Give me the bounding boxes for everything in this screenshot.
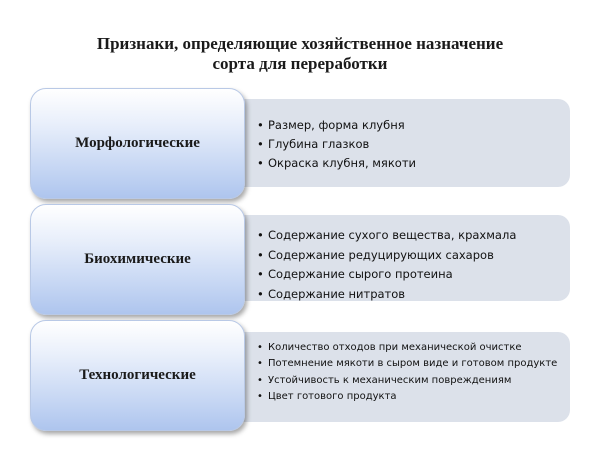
list-item: • Цвет готового продукта — [268, 390, 560, 403]
category-technological — [30, 320, 245, 431]
technological-details-panel — [230, 332, 570, 422]
list-item: • Устойчивость к механическим повреждениям — [268, 374, 560, 387]
list-item: • Содержание сырого протеина — [268, 265, 560, 285]
title-line-1: Признаки, определяющие хозяйственное назначение — [96, 34, 504, 53]
category-label: Технологические — [79, 367, 196, 383]
category-biochemical — [30, 204, 245, 315]
biochemical-list — [268, 226, 560, 304]
category-label: Биохимические — [84, 251, 191, 267]
technological-list — [268, 341, 560, 403]
morphological-details-panel — [230, 99, 570, 187]
list-item: • Содержание нитратов — [268, 285, 560, 305]
list-item: • Содержание сухого вещества, крахмала — [268, 226, 560, 246]
list-item: • Глубина глазков — [268, 135, 560, 154]
category-morphological — [30, 88, 245, 199]
list-item: • Размер, форма клубня — [268, 116, 560, 135]
list-item: • Количество отходов при механической очистке — [268, 341, 560, 354]
list-item: • Содержание редуцирующих сахаров — [268, 246, 560, 266]
list-item: • Окраска клубня, мякоти — [268, 154, 560, 173]
category-label: Морфологические — [75, 135, 200, 151]
list-item: • Потемнение мякоти в сыром виде и готовом продукте — [268, 357, 560, 370]
slide-title — [20, 34, 580, 74]
morphological-list — [268, 116, 560, 173]
title-line-2: сорта для переработки — [212, 54, 388, 73]
biochemical-details-panel — [230, 215, 570, 301]
